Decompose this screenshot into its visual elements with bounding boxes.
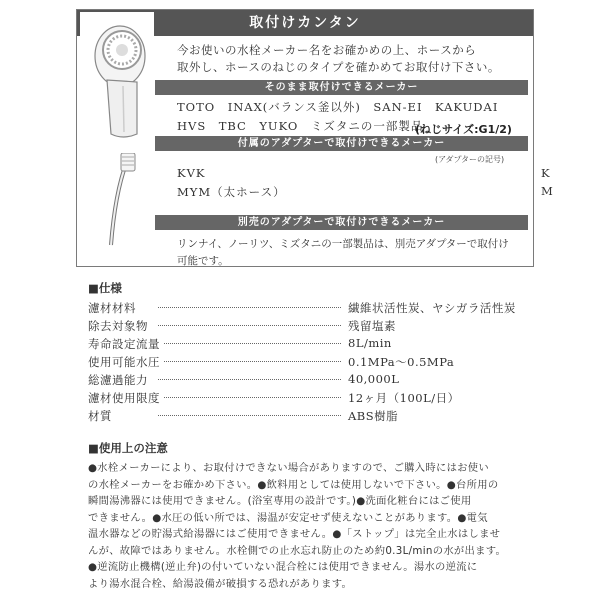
spec-row: [88, 372, 548, 390]
dotted-leader: [158, 361, 341, 362]
note-line: の水栓メーカーをお確かめ下さい。●飲料用としては使用しないで下さい。●台所用の: [88, 478, 499, 491]
dotted-leader: [158, 325, 341, 326]
spec-value: 0.1MPa～0.5MPa: [348, 355, 455, 369]
separate-adapter-band: 別売のアダプターで取付けできるメーカー: [155, 215, 528, 230]
adapter-code-label: (アダプターの記号): [435, 155, 505, 164]
dotted-leader: [158, 307, 341, 308]
adapter-code: K: [541, 166, 551, 180]
adapter-maker: KVK: [177, 166, 206, 180]
note-line: 温水器などの貯湯式給湯器にはご使用できません。●「ストップ」は完全止水はしませ: [88, 528, 501, 540]
note-line: ●水栓メーカーにより、お取付けできない場合がありますので、ご購入時にはお使い: [88, 462, 489, 474]
dotted-leader: [158, 379, 341, 380]
intro-line: 今お使いの水栓メーカー名をお確かめの上、ホースから: [177, 43, 477, 57]
spec-value: 12ヶ月（100L/日）: [348, 391, 460, 405]
separate-note-line: 可能です。: [177, 255, 229, 267]
spec-key: 寿命設定流量: [88, 336, 164, 352]
spec-value: 残留塩素: [348, 319, 396, 333]
spec-row: [88, 300, 548, 318]
usage-notes: [88, 460, 535, 592]
shower-head-illustration: [77, 10, 157, 145]
separate-note-line: リンナイ、ノーリツ、ミズタニの一部製品は、別売アダプターで取付け: [177, 238, 509, 250]
spec-key: 除去対象物: [88, 318, 152, 334]
adapter-row-kvk: [177, 166, 551, 180]
note-line: できません。●水圧の低い所では、湯温が安定せず使えないことがあります。●電気: [88, 511, 488, 524]
hose-illustration: [99, 153, 159, 253]
adapter-maker: MYM（太ホース）: [177, 185, 286, 199]
spec-row: [88, 354, 548, 372]
note-line: 瞬間湯沸器には使用できません。(浴室専用の設計です。)●洗面化粧台にはご使用: [88, 495, 472, 507]
installation-box: [76, 9, 554, 267]
spec-row: [88, 408, 548, 426]
spec-value: ABS樹脂: [348, 409, 399, 423]
separate-adapter-note: [177, 236, 522, 270]
spec-value: 繊維状活性炭、ヤシガラ活性炭: [348, 301, 516, 315]
intro-line: 取外し、ホースのねじのタイプを確かめてお取付け下さい。: [177, 60, 500, 74]
spec-key: 濾材使用限度: [88, 390, 164, 406]
spec-value: 40,000L: [348, 372, 400, 386]
note-line: より湯水混合栓、給湯設備が破損する恐れがあります。: [88, 577, 353, 590]
spec-key: 総濾過能力: [88, 372, 152, 388]
installation-title: 取付けカンタン: [77, 10, 533, 36]
thread-size-note: (ねじサイズ:G1/2): [415, 123, 512, 136]
direct-makers-line2: HVS TBC YUKO ミズタニの一部製品: [177, 119, 424, 133]
spec-value: 8L/min: [348, 336, 392, 350]
dotted-leader: [158, 397, 341, 398]
adapter-code: M: [541, 184, 554, 198]
notes-title: ■使用上の注意: [88, 441, 168, 455]
spec-title: ■仕様: [88, 281, 122, 295]
spec-key: 使用可能水圧: [88, 354, 164, 370]
note-line: んが、故障ではありません。水栓側での止水忘れ防止のため約0.3L/minの水が出ます。: [88, 544, 507, 557]
spec-key: 濾材材料: [88, 300, 140, 316]
adapter-makers-band: 付属のアダプターで取付けできるメーカー: [155, 136, 528, 151]
direct-makers-line1: TOTO INAX(バランス釜以外) SAN-EI KAKUDAI: [177, 100, 499, 114]
note-line: ●逆流防止機構(逆止弁)の付いていない混合栓には使用できません。湯水の逆流に: [88, 561, 478, 573]
dotted-leader: [158, 343, 341, 344]
spec-row: [88, 318, 548, 336]
adapter-row-mym: [177, 184, 554, 200]
spec-key: 材質: [88, 408, 116, 424]
spec-row: [88, 390, 548, 408]
spec-row: [88, 336, 548, 354]
dotted-leader: [158, 415, 341, 416]
direct-makers-band: そのまま取付けできるメーカー: [155, 80, 528, 95]
